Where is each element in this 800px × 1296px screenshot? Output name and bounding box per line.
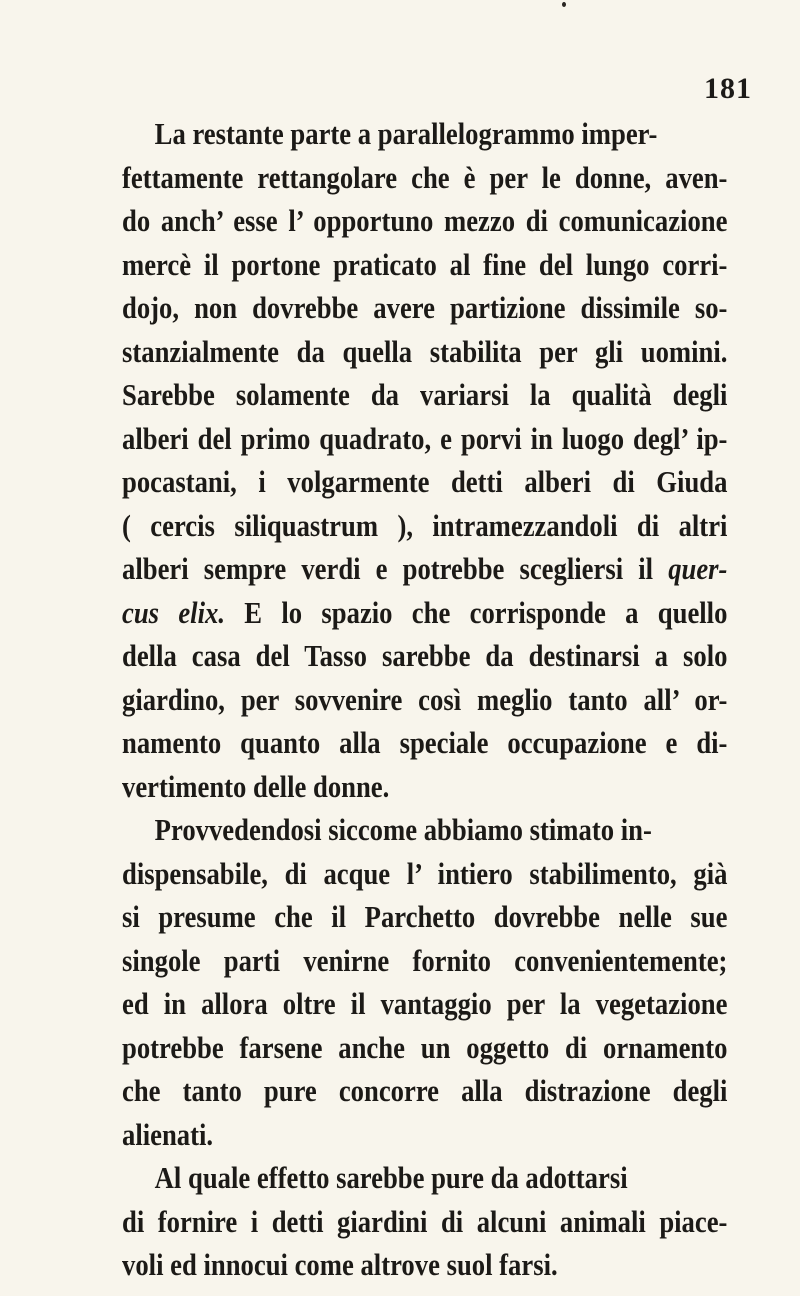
text-line: singole parti venirne fornito convenientemente;: [122, 942, 728, 978]
text-line: giardino, per sovvenire così meglio tanto all’ or-: [122, 681, 728, 717]
body-text: [122, 112, 728, 1287]
text-line: Provvedendosi siccome abbiamo stimato in-: [154, 812, 652, 847]
ink-speck: [562, 2, 566, 7]
text-line: potrebbe farsene anche un oggetto di ornamento: [122, 1029, 728, 1065]
text-line: mercè il portone praticato al fine del lungo corri-: [122, 246, 728, 282]
text-line: [122, 591, 727, 635]
text-line: dispensabile, di acque l’ intiero stabilimento, già: [122, 855, 728, 891]
text-line: do anch’ esse l’ opportuno mezzo di comunicazione: [122, 203, 728, 238]
text-line: voli ed innocui come altrove suol farsi.: [122, 1247, 558, 1282]
text-line: si presume che il Parchetto dovrebbe nelle sue: [122, 899, 728, 934]
text-line: namento quanto alla speciale occupazione e di-: [122, 725, 728, 760]
text-line: La restante parte a parallelogrammo imper-: [154, 116, 658, 151]
page-number: 181: [704, 72, 752, 105]
text-line: vertimento delle donne.: [122, 768, 390, 804]
text-line: stanzialmente da quella stabilita per gli uomini.: [122, 333, 728, 369]
text-line: dojo, non dovrebbe avere partizione dissimile so-: [122, 290, 728, 325]
text-line: Sarebbe solamente da variarsi la qualità degli: [122, 377, 728, 412]
italic-term: cus elix.: [122, 594, 225, 630]
italic-term: quer-: [668, 551, 728, 586]
text-line: [122, 547, 727, 591]
text-line: ed in allora oltre il vantaggio per la vegetazione: [122, 986, 728, 1021]
text-line: alberi del primo quadrato, e porvi in luogo degl’ ip-: [122, 420, 728, 456]
text-run: E lo spazio che corrisponde a quello: [224, 594, 728, 630]
text-line: fettamente rettangolare che è per le donne, aven-: [122, 159, 728, 195]
text-run: alberi sempre verdi e potrebbe scegliersi il: [122, 551, 669, 586]
text-line: Al quale effetto sarebbe pure da adottarsi: [154, 1160, 628, 1195]
text-line: che tanto pure concorre alla distrazione degli: [122, 1073, 728, 1108]
text-line: di fornire i detti giardini di alcuni animali piace-: [122, 1203, 728, 1239]
text-line: alienati.: [122, 1116, 214, 1152]
text-line: pocastani, i volgarmente detti alberi di Giuda: [122, 464, 728, 499]
text-line: della casa del Tasso sarebbe da destinarsi a solo: [122, 638, 728, 673]
text-line: ( cercis siliquastrum ), intramezzandoli di altri: [122, 507, 728, 543]
